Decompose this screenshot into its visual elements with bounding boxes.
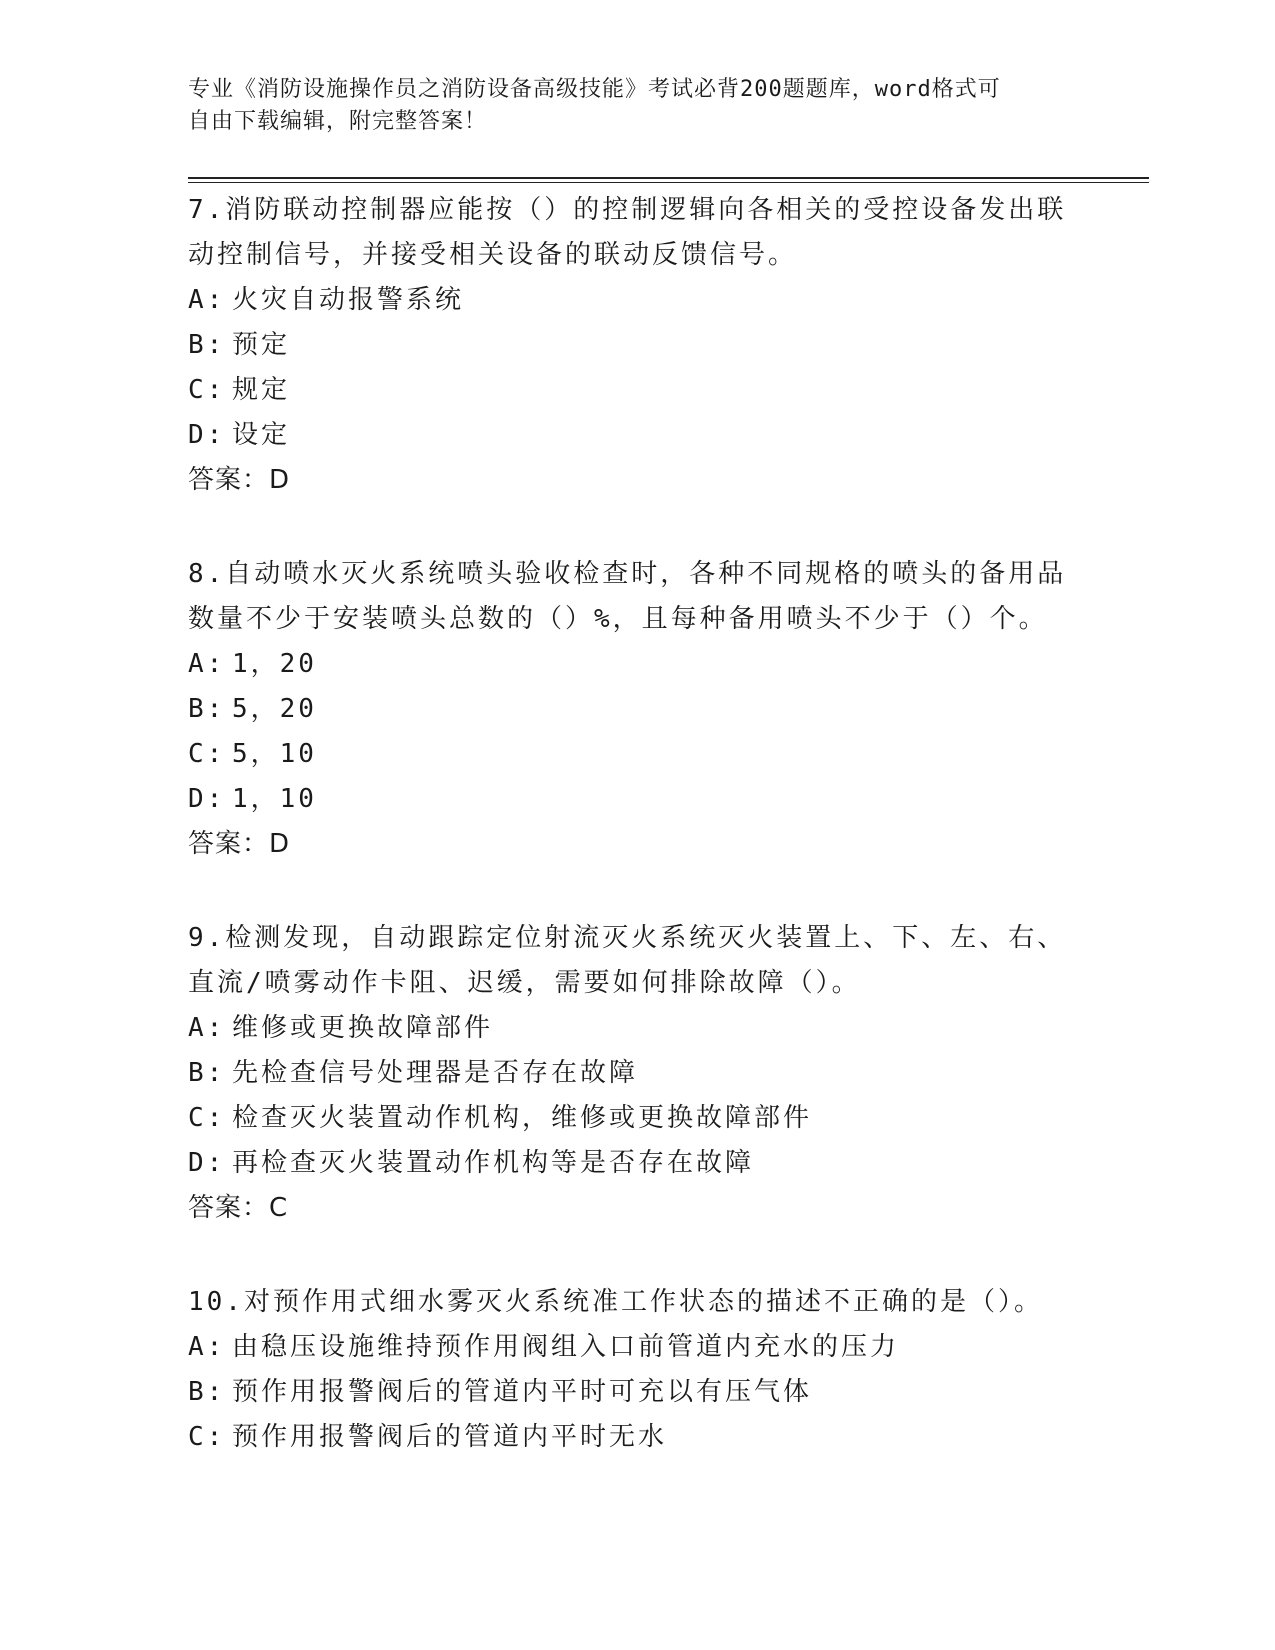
header-line-2: 自由下载编辑，附完整答案！ — [188, 109, 488, 134]
question-stem-line: 7.消防联动控制器应能按（）的控制逻辑向各相关的受控设备发出联 — [188, 195, 1067, 225]
option-text: 维修或更换故障部件 — [232, 1013, 494, 1043]
option-key: C: — [188, 739, 226, 769]
question-block — [188, 916, 1108, 1231]
option-text: 由稳压设施维持预作用阀组入口前管道内充水的压力 — [232, 1332, 900, 1362]
option-text: 规定 — [232, 375, 291, 405]
answer-option — [188, 687, 1108, 732]
question-stem-line: 直流/喷雾动作卡阻、迟缓，需要如何排除故障（）。 — [188, 968, 861, 998]
answer-option — [188, 1006, 1108, 1051]
answer-option — [188, 413, 1108, 458]
answer-option — [188, 642, 1108, 687]
answer-key: 答案：D — [188, 829, 291, 859]
option-key: B: — [188, 330, 226, 360]
option-key: C: — [188, 1422, 226, 1452]
option-text: 5，10 — [232, 739, 317, 769]
question-stem-line: 10.对预作用式细水雾灭火系统准工作状态的描述不正确的是（）。 — [188, 1287, 1043, 1317]
answer-key: 答案：C — [188, 1193, 289, 1223]
answer-option — [188, 1051, 1108, 1096]
option-text: 再检查灭火装置动作机构等是否存在故障 — [232, 1148, 755, 1178]
option-text: 5，20 — [232, 694, 317, 724]
option-key: B: — [188, 1377, 226, 1407]
option-key: C: — [188, 375, 226, 405]
option-text: 1，20 — [232, 649, 317, 679]
answer-option — [188, 1415, 1108, 1460]
question-stem-line: 数量不少于安装喷头总数的（）%，且每种备用喷头不少于（）个。 — [188, 604, 1048, 634]
option-key: A: — [188, 1332, 226, 1362]
answer-option — [188, 732, 1108, 777]
question-block — [188, 552, 1108, 867]
option-text: 设定 — [232, 420, 291, 450]
answer-option — [188, 1141, 1108, 1186]
option-text: 预定 — [232, 330, 291, 360]
header-divider-thick — [188, 177, 1149, 179]
answer-option — [188, 368, 1108, 413]
option-key: B: — [188, 694, 226, 724]
answer-option — [188, 323, 1108, 368]
option-key: A: — [188, 1013, 226, 1043]
option-key: D: — [188, 420, 226, 450]
answer-key: 答案：D — [188, 465, 291, 495]
header-line-1: 专业《消防设施操作员之消防设备高级技能》考试必背200题题库，word格式可 — [188, 77, 1001, 102]
answer-option — [188, 777, 1108, 822]
option-text: 预作用报警阀后的管道内平时无水 — [232, 1422, 668, 1452]
question-stem-line: 动控制信号，并接受相关设备的联动反馈信号。 — [188, 240, 798, 270]
question-list — [188, 188, 1108, 1509]
option-text: 检查灭火装置动作机构，维修或更换故障部件 — [232, 1103, 813, 1133]
option-key: C: — [188, 1103, 226, 1133]
answer-option — [188, 1096, 1108, 1141]
question-stem-line: 9.检测发现，自动跟踪定位射流灭火系统灭火装置上、下、左、右、 — [188, 923, 1067, 953]
option-key: A: — [188, 285, 226, 315]
header-divider-thin — [188, 182, 1149, 183]
option-text: 火灾自动报警系统 — [232, 285, 465, 315]
question-stem-line: 8.自动喷水灭火系统喷头验收检查时，各种不同规格的喷头的备用品 — [188, 559, 1067, 589]
option-text: 1，10 — [232, 784, 317, 814]
document-header — [188, 74, 1068, 138]
option-text: 预作用报警阀后的管道内平时可充以有压气体 — [232, 1377, 813, 1407]
option-key: D: — [188, 1148, 226, 1178]
answer-option — [188, 278, 1108, 323]
option-key: A: — [188, 649, 226, 679]
question-block — [188, 1280, 1108, 1460]
option-text: 先检查信号处理器是否存在故障 — [232, 1058, 639, 1088]
answer-option — [188, 1370, 1108, 1415]
option-key: D: — [188, 784, 226, 814]
question-block — [188, 188, 1108, 503]
option-key: B: — [188, 1058, 226, 1088]
answer-option — [188, 1325, 1108, 1370]
